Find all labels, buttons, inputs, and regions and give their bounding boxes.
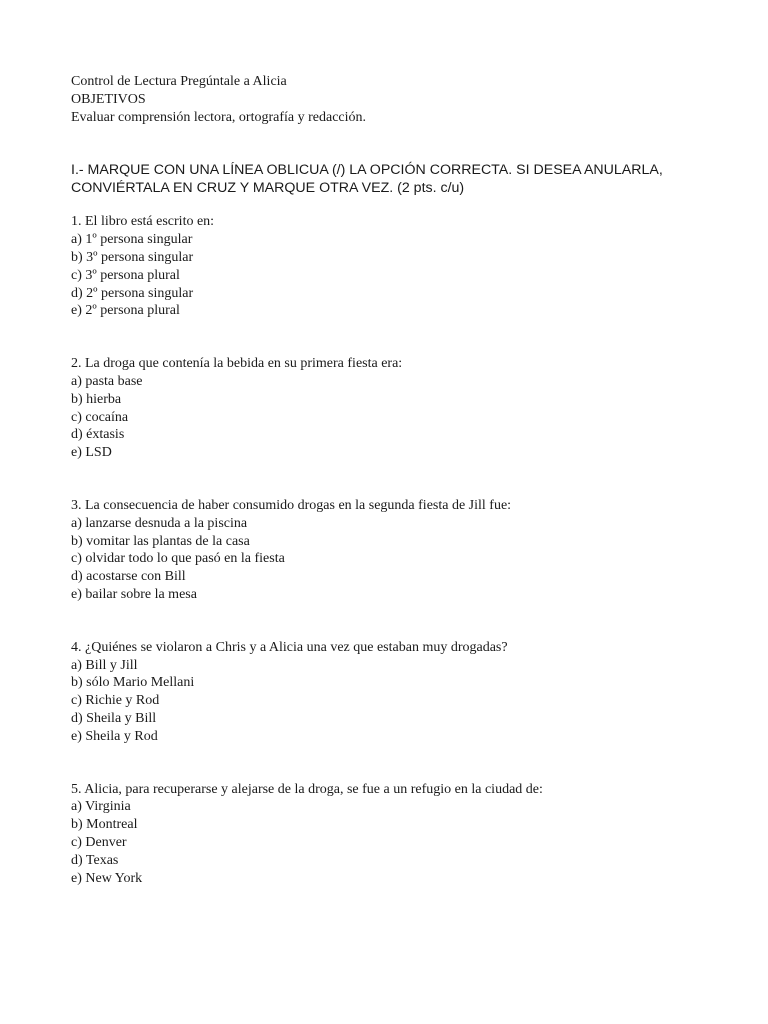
question-option: a) 1º persona singular bbox=[71, 232, 193, 248]
question-prompt: 2. La droga que contenía la bebida en su primera fiesta era: bbox=[71, 356, 403, 372]
question-option: e) 2º persona plural bbox=[71, 303, 180, 319]
document-title: Control de Lectura Pregúntale a Alicia bbox=[71, 74, 287, 89]
question-5 bbox=[71, 781, 731, 888]
question-prompt: 1. El libro está escrito en: bbox=[71, 214, 215, 230]
question-option: b) Montreal bbox=[71, 817, 138, 833]
question-option: d) Sheila y Bill bbox=[71, 710, 157, 726]
question-2 bbox=[71, 355, 731, 462]
question-option: b) sólo Mario Mellani bbox=[71, 675, 195, 691]
question-option: e) New York bbox=[71, 870, 143, 886]
document-header bbox=[71, 73, 731, 126]
question-option: e) bailar sobre la mesa bbox=[71, 586, 197, 602]
question-3 bbox=[71, 497, 731, 604]
instructions-line: CONVIÉRTALA EN CRUZ Y MARQUE OTRA VEZ. (2 pts. c/u) bbox=[71, 180, 465, 197]
question-option: d) 2º persona singular bbox=[71, 285, 194, 301]
question-option: d) acostarse con Bill bbox=[71, 569, 186, 585]
question-option: a) lanzarse desnuda a la piscina bbox=[71, 515, 248, 531]
question-prompt: 3. La consecuencia de haber consumido drogas en la segunda fiesta de Jill fue: bbox=[71, 497, 512, 513]
question-option: d) éxtasis bbox=[71, 427, 125, 443]
question-option: b) vomitar las plantas de la casa bbox=[71, 533, 250, 549]
document-page bbox=[71, 73, 731, 887]
question-1 bbox=[71, 213, 731, 320]
instructions-line: I.- MARQUE CON UNA LÍNEA OBLICUA (/) LA OPCIÓN CORRECTA. SI DESEA ANULARLA, bbox=[71, 162, 663, 179]
question-option: b) 3º persona singular bbox=[71, 249, 194, 265]
question-option: c) olvidar todo lo que pasó en la fiesta bbox=[71, 551, 285, 567]
question-4 bbox=[71, 639, 731, 746]
question-option: d) Texas bbox=[71, 852, 119, 868]
question-option: a) Virginia bbox=[71, 799, 131, 815]
question-option: c) Richie y Rod bbox=[71, 693, 160, 709]
objectives-heading: OBJETIVOS bbox=[71, 91, 146, 107]
question-option: a) pasta base bbox=[71, 373, 143, 389]
question-option: a) Bill y Jill bbox=[71, 657, 138, 673]
question-prompt: 4. ¿Quiénes se violaron a Chris y a Alicia una vez que estaban muy drogadas? bbox=[71, 639, 508, 655]
objectives-text: Evaluar comprensión lectora, ortografía y redacción. bbox=[71, 109, 367, 125]
instructions bbox=[71, 161, 731, 197]
question-option: e) Sheila y Rod bbox=[71, 728, 158, 744]
question-option: c) cocaína bbox=[71, 409, 129, 425]
question-option: c) 3º persona plural bbox=[71, 267, 180, 283]
question-prompt: 5. Alicia, para recuperarse y alejarse de la droga, se fue a un refugio en la ciudad de: bbox=[71, 781, 543, 797]
question-option: c) Denver bbox=[71, 834, 127, 850]
question-option: e) LSD bbox=[71, 445, 112, 461]
question-option: b) hierba bbox=[71, 391, 122, 407]
